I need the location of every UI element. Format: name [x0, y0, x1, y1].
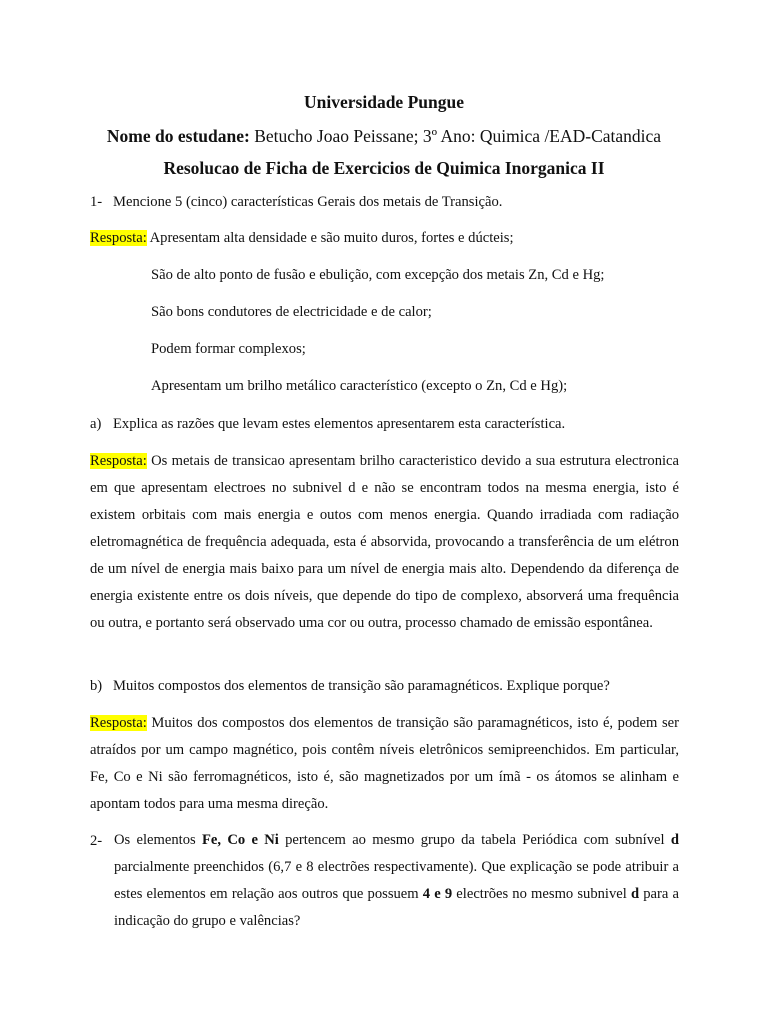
- answer-label: Resposta:: [90, 453, 147, 469]
- question-1-number: 1-: [90, 194, 103, 210]
- q2-text-part: Os elementos: [114, 832, 202, 848]
- question-2-number: 2-: [90, 833, 103, 849]
- question-b-text: Muitos compostos dos elementos de transição são paramagnéticos. Explique porque?: [113, 678, 610, 694]
- answer-text: Apresentam alta densidade e são muito duros, fortes e dúcteis;: [146, 230, 514, 246]
- student-name-label: Nome do estudane:: [106, 126, 250, 146]
- q2-text-part: para a indicação do grupo e valências?: [114, 886, 679, 929]
- sheet-title: Resolucao de Ficha de Exercicios de Quimica Inorganica II: [163, 158, 605, 178]
- answer-label: Resposta:: [90, 715, 147, 731]
- question-b-answer: [90, 710, 679, 818]
- question-a-answer: [90, 448, 679, 637]
- q2-text-part: parcialmente preenchidos (6,7 e 8 electrões respectivamente). Que explicação se pode atribuir a estes elementos em relação aos outros que possuem: [114, 859, 679, 902]
- question-b-letter: b): [90, 678, 103, 694]
- q2-text-part: electrões no mesmo subnivel: [452, 886, 631, 902]
- question-1-text: Mencione 5 (cinco) características Gerais dos metais de Transição.: [113, 194, 503, 210]
- q2-bold-part: Fe, Co e Ni: [201, 832, 279, 848]
- answer-item: São bons condutores de electricidade e de calor;: [151, 304, 432, 320]
- question-a-letter: a): [90, 416, 102, 432]
- answer-text: Os metais de transicao apresentam brilho caracteristico devido a sua estrutura electronica em que apresentam electroes no subnivel d e não se encontram todos na mesma energia, isto é existem orbitais com mais energia e outos com menos energia. Quando irradiada com radiação eletromagnética de frequência adequada, esta é absorvida, provocando a transferência de um elétron de um nível de energia mais baixo para um nível de energia mais alto. Dependendo da diferença de energia existente entre os dois níveis, que depende do tipo de complexo, absorverá uma frequência ou outra, e portanto será observado uma cor ou outra, processo chamado de emissão espontânea.: [90, 453, 679, 631]
- q2-text-part: pertencem ao mesmo grupo da tabela Periódica com subnível: [278, 832, 671, 848]
- answer-text: Muitos dos compostos dos elementos de transição são paramagnéticos, isto é, podem ser atraídos por um campo magnético, pois contêm níveis eletrônicos semipreenchidos. Em particular, Fe, Co e Ni são ferromagnéticos, isto é, são magnetizados por um ímã - os átomos se alinham e apontam todos para uma mesma direção.: [90, 715, 679, 812]
- q2-bold-part: d: [630, 886, 640, 902]
- answer-item: Apresentam um brilho metálico característico (excepto o Zn, Cd e Hg);: [151, 378, 568, 394]
- university-title: Universidade Pungue: [304, 92, 464, 112]
- q2-bold-part: d: [670, 832, 679, 848]
- student-name-line: [0, 126, 768, 147]
- question-2-text: [114, 827, 679, 935]
- question-a-text: Explica as razões que levam estes elementos apresentarem esta característica.: [113, 416, 566, 432]
- q2-bold-part: 4 e 9: [422, 886, 453, 902]
- answer-item: São de alto ponto de fusão e ebulição, com excepção dos metais Zn, Cd e Hg;: [151, 267, 605, 283]
- question-1-answer-first: [90, 228, 514, 248]
- student-name-value: Betucho Joao Peissane; 3º Ano: Quimica /EAD-Catandica: [249, 126, 662, 146]
- answer-item: Podem formar complexos;: [151, 341, 306, 357]
- answer-label: Resposta:: [90, 230, 147, 246]
